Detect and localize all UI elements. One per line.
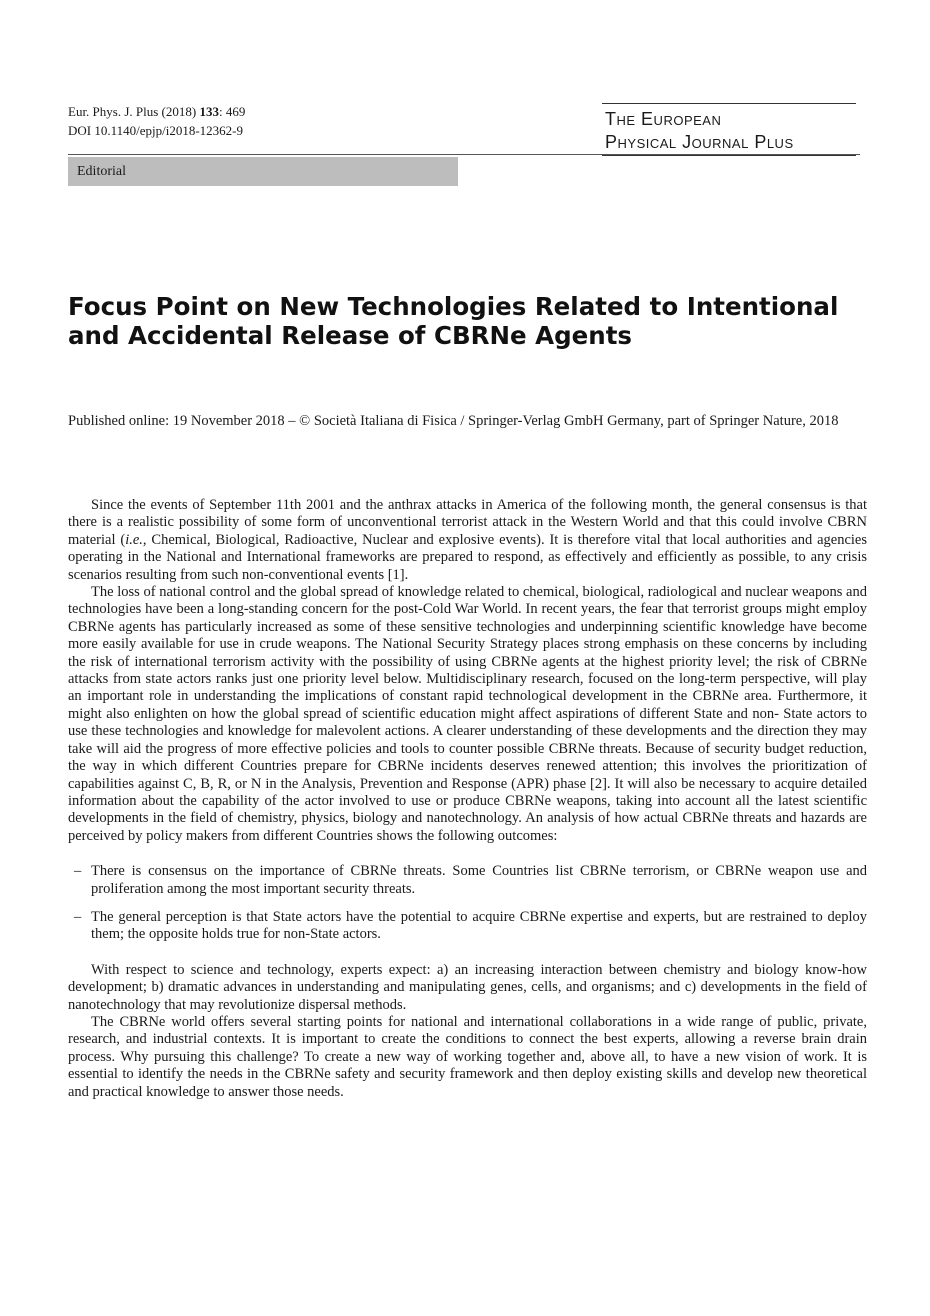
header-rule bbox=[68, 154, 860, 155]
paragraph: The loss of national control and the global spread of knowledge related to chemical, biological, radiological and nuclear weapons and technologies have been a long-standing concern for the post-Cold War World. In recent years, the fear that terrorist groups might employ CBRNe agents has particularly increased as some of these sensitive technologies and underpinning scientific knowledge have become more easily available for use in crude weapons. The National Security Strategy places strong emphasis on these concerns by including the risk of international terrorism activity with the possibility of using CBRNe agents at the highest priority level; the risk of CBRNe attacks from state actors ranks just one priority level below. Multidisciplinary research, focused on the long-term perspective, will play an important role in understanding the implications of constant rapid technological development in the CBRNe area. Furthermore, it might also enlighten on how the global spread of scientific education might affect aspirations of different State and non- State actors to use these technologies and knowledge for malevolent actions. A clearer understanding of these developments and the direction they may take will aid the progress of more effective policies and tools to counter possible CBRNe threats. Because of security budget reduction, the way in which different Countries prepare for CBRNe incidents deserves renewed attention; this involves the prioritization of capabilities against C, B, R, or N in the Analysis, Prevention and Response (APR) phase [2]. It will also be necessary to acquire detailed information about the capability of the actor involved to use or produce CBRNe weapons, taking into account all the latest scientific developments in the field of chemistry, physics, biology and nanotechnology. An analysis of how actual CBRNe threats and hazards are perceived by policy makers from different Countries shows the following outcomes: bbox=[68, 584, 867, 844]
paragraph: With respect to science and technology, experts expect: a) an increasing interaction between chemistry and biology know-how development; b) dramatic advances in understanding and manipulating genes, cells, and organisms; and c) developments in the field of nanotechnology that may revolutionize dispersal methods. bbox=[68, 961, 867, 1013]
citation-block bbox=[68, 102, 245, 140]
citation-line-1: Eur. Phys. J. Plus (2018) 133: 469 bbox=[68, 104, 246, 119]
journal-logo bbox=[602, 103, 856, 156]
list-item: – There is consensus on the importance of CBRNe threats. Some Countries list CBRNe terrorism, or CBRNe weapon use and proliferation among the most important security threats. bbox=[74, 863, 867, 897]
citation-volume: 133 bbox=[199, 104, 219, 119]
bullet-list bbox=[68, 863, 867, 944]
article-body bbox=[68, 497, 867, 1101]
doi-line: DOI 10.1140/epjp/i2018-12362-9 bbox=[68, 123, 243, 138]
journal-name bbox=[602, 104, 856, 155]
journal-name-line-2: Physical Journal Plus bbox=[605, 132, 794, 152]
dash-marker: – bbox=[74, 863, 82, 880]
article-title: Focus Point on New Technologies Related to Intentional and Accidental Release of CBRNe Agents bbox=[68, 292, 839, 350]
paragraph: The CBRNe world offers several starting points for national and international collaborations in a wide range of public, private, research, and industrial contexts. It is important to create the conditions to connect the best experts, allowing a reverse brain drain process. Why pursuing this challenge? To create a new way of working together and, above all, to have a new vision of work. It is essential to identify the needs in the CBRNe safety and security framework and then deploy existing skills and develop new theoretical and practical knowledge to answer those needs. bbox=[68, 1013, 867, 1100]
journal-name-line-1: The European bbox=[605, 109, 722, 129]
paragraph: Since the events of September 11th 2001 and the anthrax attacks in America of the following month, the general consensus is that there is a realistic possibility of some form of unconventional terrorist attack in the Western World and that this could involve CBRN material (i.e., Chemical, Biological, Radioactive, Nuclear and explosive events). It is therefore vital that local authorities and agencies operating in the National and International frameworks are prepared to respond, as effectively and efficiently as possible, to any crisis scenarios resulting from such non-conventional events [1]. bbox=[68, 497, 867, 583]
dash-marker: – bbox=[74, 908, 82, 925]
list-item: – The general perception is that State actors have the potential to acquire CBRNe expertise and experts, but are restrained to deploy them; the opposite holds true for non-State actors. bbox=[74, 908, 867, 943]
section-label: Editorial bbox=[68, 157, 458, 186]
publication-info: Published online: 19 November 2018 – © Società Italiana di Fisica / Springer-Verlag GmbH Germany, part of Springer Nature, 2018 bbox=[68, 413, 839, 429]
